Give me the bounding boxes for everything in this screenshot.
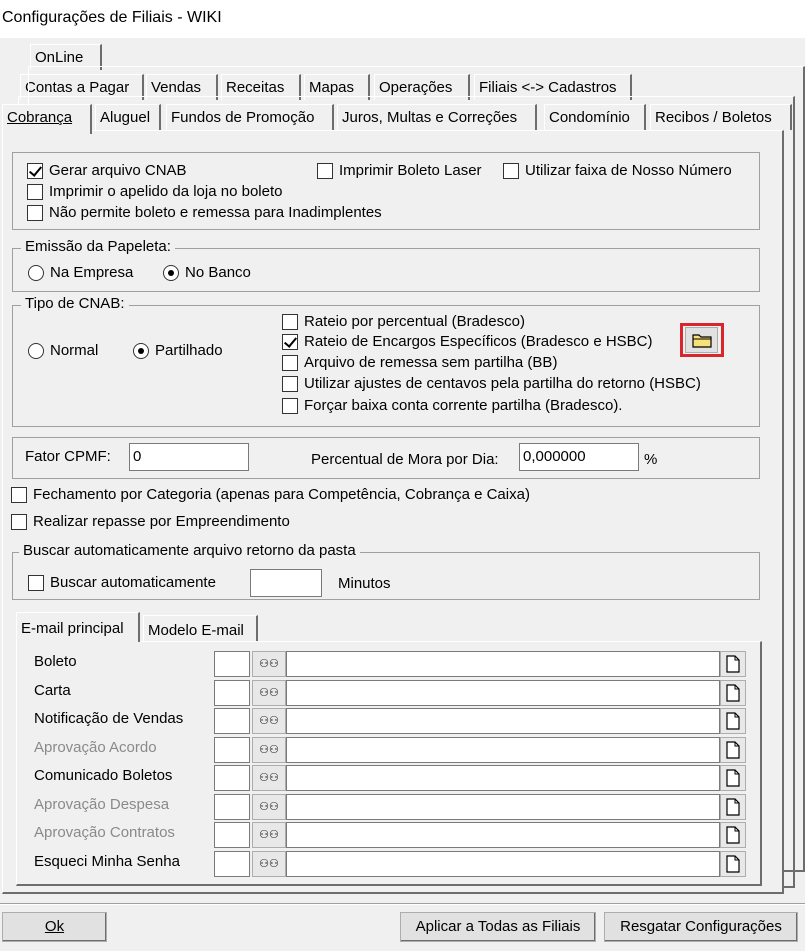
fechamento-checkbox[interactable]: Fechamento por Categoria (apenas para Competência, Cobrança e Caixa) [11, 486, 530, 503]
folder-button[interactable] [685, 327, 718, 353]
tab-cobranca[interactable]: Cobrança [2, 104, 92, 134]
folder-icon [692, 332, 712, 348]
email-row-label: Notificação de Vendas [34, 710, 184, 727]
inadimplentes-checkbox[interactable]: Não permite boleto e remessa para Inadimplentes [27, 204, 382, 221]
binoculars-icon[interactable]: ⚇⚇ [252, 737, 286, 763]
inadimplentes-check[interactable] [27, 205, 43, 221]
email-code-input[interactable] [214, 851, 250, 877]
binoculars-icon[interactable]: ⚇⚇ [252, 708, 286, 734]
papeleta-legend: Emissão da Papeleta: [21, 238, 175, 255]
ajustes-centavos-check[interactable] [282, 376, 298, 392]
document-icon[interactable] [720, 765, 746, 791]
document-icon[interactable] [720, 851, 746, 877]
tab-operacoes[interactable]: Operações [374, 74, 470, 100]
forcar-baixa-check[interactable] [282, 398, 298, 414]
document-icon[interactable] [720, 794, 746, 820]
binoculars-icon[interactable]: ⚇⚇ [252, 794, 286, 820]
email-row-label: Aprovação Contratos [34, 824, 175, 841]
retorno-legend: Buscar automaticamente arquivo retorno da pasta [19, 542, 360, 559]
email-address-input[interactable] [286, 765, 720, 791]
forcar-baixa-checkbox[interactable]: Forçar baixa conta corrente partilha (Bradesco). [282, 397, 622, 414]
email-code-input[interactable] [214, 765, 250, 791]
binoculars-icon[interactable]: ⚇⚇ [252, 651, 286, 677]
ajustes-centavos-checkbox[interactable]: Utilizar ajustes de centavos pela partilha do retorno (HSBC) [282, 375, 701, 392]
binoculars-icon[interactable]: ⚇⚇ [252, 680, 286, 706]
gerar-cnab-checkbox[interactable]: Gerar arquivo CNAB [27, 162, 187, 179]
imprimir-laser-check[interactable] [317, 163, 333, 179]
tab-juros-multas[interactable]: Juros, Multas e Correções [337, 104, 537, 130]
tab-online[interactable]: OnLine [30, 44, 102, 70]
tab-aluguel[interactable]: Aluguel [95, 104, 161, 130]
window-title: Configurações de Filiais - WIKI [0, 0, 805, 38]
fechamento-check[interactable] [11, 487, 27, 503]
email-address-input[interactable] [286, 794, 720, 820]
binoculars-icon[interactable]: ⚇⚇ [252, 765, 286, 791]
minutos-input[interactable] [250, 569, 322, 597]
tab-recibos-boletos[interactable]: Recibos / Boletos [650, 104, 792, 130]
email-row-label: Aprovação Despesa [34, 796, 170, 813]
document-icon[interactable] [720, 822, 746, 848]
ok-button[interactable]: Ok [2, 912, 107, 942]
email-row-label: Comunicado Boletos [34, 767, 173, 784]
partilhado-radio[interactable] [133, 343, 149, 359]
email-code-input[interactable] [214, 680, 250, 706]
cpmf-label: Fator CPMF: [25, 448, 111, 465]
faixa-nosso-numero-checkbox[interactable]: Utilizar faixa de Nosso Número [503, 162, 732, 179]
imprimir-laser-checkbox[interactable]: Imprimir Boleto Laser [317, 162, 482, 179]
email-row-label: Aprovação Acordo [34, 739, 157, 756]
apelido-loja-check[interactable] [27, 184, 43, 200]
gerar-cnab-check[interactable] [27, 163, 43, 179]
radio-normal[interactable]: Normal [28, 342, 98, 359]
document-icon[interactable] [720, 737, 746, 763]
email-address-input[interactable] [286, 851, 720, 877]
resgatar-config-button[interactable]: Resgatar Configurações [604, 912, 798, 942]
email-address-input[interactable] [286, 737, 720, 763]
email-code-input[interactable] [214, 708, 250, 734]
na-empresa-radio[interactable] [28, 265, 44, 281]
cpmf-input[interactable]: 0 [129, 443, 249, 471]
binoculars-icon[interactable]: ⚇⚇ [252, 851, 286, 877]
radio-partilhado[interactable]: Partilhado [133, 342, 223, 359]
aplicar-todas-button[interactable]: Aplicar a Todas as Filiais [400, 912, 596, 942]
document-icon[interactable] [720, 680, 746, 706]
tab-mapas[interactable]: Mapas [304, 74, 370, 100]
faixa-nosso-numero-check[interactable] [503, 163, 519, 179]
email-row-label: Carta [34, 682, 71, 699]
repasse-check[interactable] [11, 514, 27, 530]
remessa-sem-partilha-checkbox[interactable]: Arquivo de remessa sem partilha (BB) [282, 354, 557, 371]
tab-vendas[interactable]: Vendas [146, 74, 218, 100]
document-icon[interactable] [720, 708, 746, 734]
radio-no-banco[interactable]: No Banco [163, 264, 251, 281]
email-code-input[interactable] [214, 794, 250, 820]
email-code-input[interactable] [214, 822, 250, 848]
normal-radio[interactable] [28, 343, 44, 359]
tab-fundos-promocao[interactable]: Fundos de Promoção [166, 104, 334, 130]
buscar-auto-checkbox[interactable]: Buscar automaticamente [28, 574, 216, 591]
mora-input[interactable]: 0,000000 [519, 443, 639, 471]
binoculars-icon[interactable]: ⚇⚇ [252, 822, 286, 848]
tab-filiais-cadastros[interactable]: Filiais <-> Cadastros [474, 74, 632, 100]
tab-receitas[interactable]: Receitas [221, 74, 301, 100]
apelido-loja-checkbox[interactable]: Imprimir o apelido da loja no boleto [27, 183, 282, 200]
email-address-input[interactable] [286, 822, 720, 848]
email-row-label: Esqueci Minha Senha [34, 853, 180, 870]
tab-condominio[interactable]: Condomínio [544, 104, 646, 130]
rateio-encargos-checkbox[interactable]: Rateio de Encargos Específicos (Bradesco e HSBC) [282, 333, 653, 350]
buscar-auto-check[interactable] [28, 575, 44, 591]
repasse-checkbox[interactable]: Realizar repasse por Empreendimento [11, 513, 290, 530]
document-icon[interactable] [720, 651, 746, 677]
tab-contas-a-pagar[interactable]: Contas a Pagar [20, 74, 144, 100]
rateio-encargos-check[interactable] [282, 334, 298, 350]
remessa-sem-partilha-check[interactable] [282, 355, 298, 371]
tipo-cnab-legend: Tipo de CNAB: [21, 295, 129, 312]
mora-label: Percentual de Mora por Dia: [311, 451, 499, 468]
email-row-label: Boleto [34, 653, 77, 670]
rateio-percentual-checkbox[interactable]: Rateio por percentual (Bradesco) [282, 313, 525, 330]
bottom-separator [0, 903, 805, 905]
radio-na-empresa[interactable]: Na Empresa [28, 264, 133, 281]
no-banco-radio[interactable] [163, 265, 179, 281]
rateio-percentual-check[interactable] [282, 314, 298, 330]
minutos-label: Minutos [338, 575, 391, 592]
email-panel [16, 641, 762, 886]
email-code-input[interactable] [214, 737, 250, 763]
mora-unit: % [644, 451, 658, 468]
email-address-input[interactable] [286, 708, 720, 734]
tab-modelo-email[interactable]: Modelo E-mail [143, 615, 258, 641]
email-address-input[interactable] [286, 680, 720, 706]
email-address-input[interactable] [286, 651, 720, 677]
email-code-input[interactable] [214, 651, 250, 677]
tab-email-principal[interactable]: E-mail principal [16, 612, 140, 642]
